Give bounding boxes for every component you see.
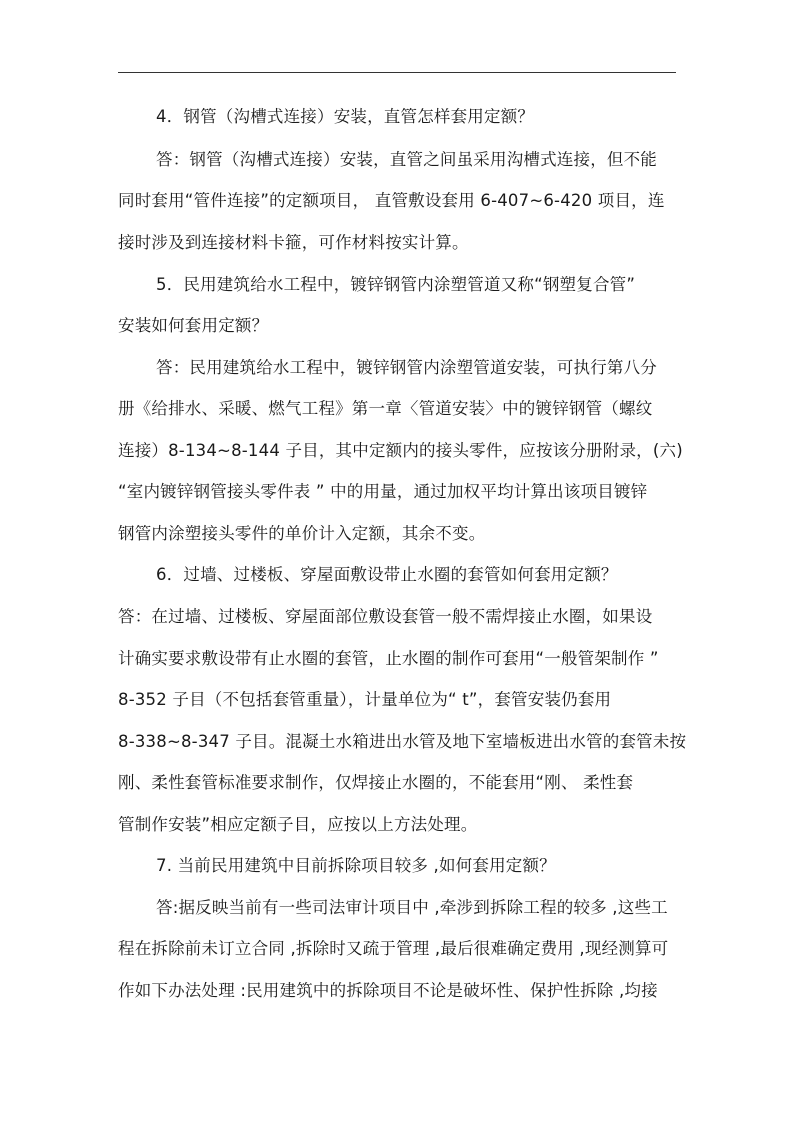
answer-7-line-2: 程在拆除前未订立合同 ,拆除时又疏于管理 ,最后很难确定费用 ,现经测算可 bbox=[118, 939, 669, 958]
question-5-title-line-2: 安装如何套用定额？ bbox=[118, 316, 269, 335]
answer-6-line-4: 8-338~8-347 子目。混凝土水箱进出水管及地下室墙板进出水管的套管未按 bbox=[118, 732, 687, 751]
answer-5-line-4: “室内镀锌钢管接头零件表 ” 中的用量，通过加权平均计算出该项目镀锌 bbox=[118, 482, 648, 501]
answer-4-line-3: 接时涉及到连接材料卡箍，可作材料按实计算。 bbox=[118, 233, 469, 252]
answer-6-line-5: 刚、柔性套管标准要求制作，仅焊接止水圈的，不能套用“刚、 柔性套 bbox=[118, 773, 634, 792]
answer-7-line-1: 答:据反映当前有一些司法审计项目中 ,牵涉到拆除工程的较多 ,这些工 bbox=[156, 898, 668, 917]
answer-4-line-2: 同时套用“管件连接”的定额项目， 直管敷设套用 6-407~6-420 项目，连 bbox=[118, 191, 665, 210]
question-4-title: 4．钢管（沟槽式连接）安装，直管怎样套用定额？ bbox=[156, 107, 535, 126]
question-5-title-line-1: 5．民用建筑给水工程中，镀锌钢管内涂塑管道又称“钢塑复合管” bbox=[156, 275, 636, 294]
answer-6-line-3: 8-352 子目（不包括套管重量），计量单位为“ t”，套管安装仍套用 bbox=[118, 690, 612, 709]
answer-6-line-2: 计确实要求敷设带有止水圈的套管，止水圈的制作可套用“一般管架制作 ” bbox=[118, 649, 659, 668]
answer-6-line-1: 答：在过墙、过楼板、穿屋面部位敷设套管一般不需焊接止水圈，如果设 bbox=[118, 607, 653, 626]
answer-5-line-1: 答：民用建筑给水工程中，镀锌钢管内涂塑管道安装，可执行第八分 bbox=[156, 358, 657, 377]
question-7-title: 7. 当前民用建筑中目前拆除项目较多 ,如何套用定额？ bbox=[156, 856, 556, 875]
answer-5-line-2: 册《给排水、采暖、燃气工程》第一章〈管道安装〉中的镀锌钢管（螺纹 bbox=[118, 399, 653, 418]
answer-5-line-3: 连接）8-134~8-144 子目，其中定额内的接头零件，应按该分册附录，(六) bbox=[118, 441, 683, 460]
answer-7-line-3: 作如下办法处理 :民用建筑中的拆除项目不论是破坏性、保护性拆除 ,均接 bbox=[118, 981, 658, 1000]
question-6-title: 6．过墙、过楼板、穿屋面敷设带止水圈的套管如何套用定额？ bbox=[156, 565, 618, 584]
answer-6-line-6: 管制作安装”相应定额子目，应按以上方法处理。 bbox=[118, 815, 478, 834]
answer-5-line-5: 钢管内涂塑接头零件的单价计入定额，其余不变。 bbox=[118, 524, 486, 543]
header-rule bbox=[118, 72, 676, 73]
answer-4-line-1: 答：钢管（沟槽式连接）安装，直管之间虽采用沟槽式连接，但不能 bbox=[156, 150, 657, 169]
